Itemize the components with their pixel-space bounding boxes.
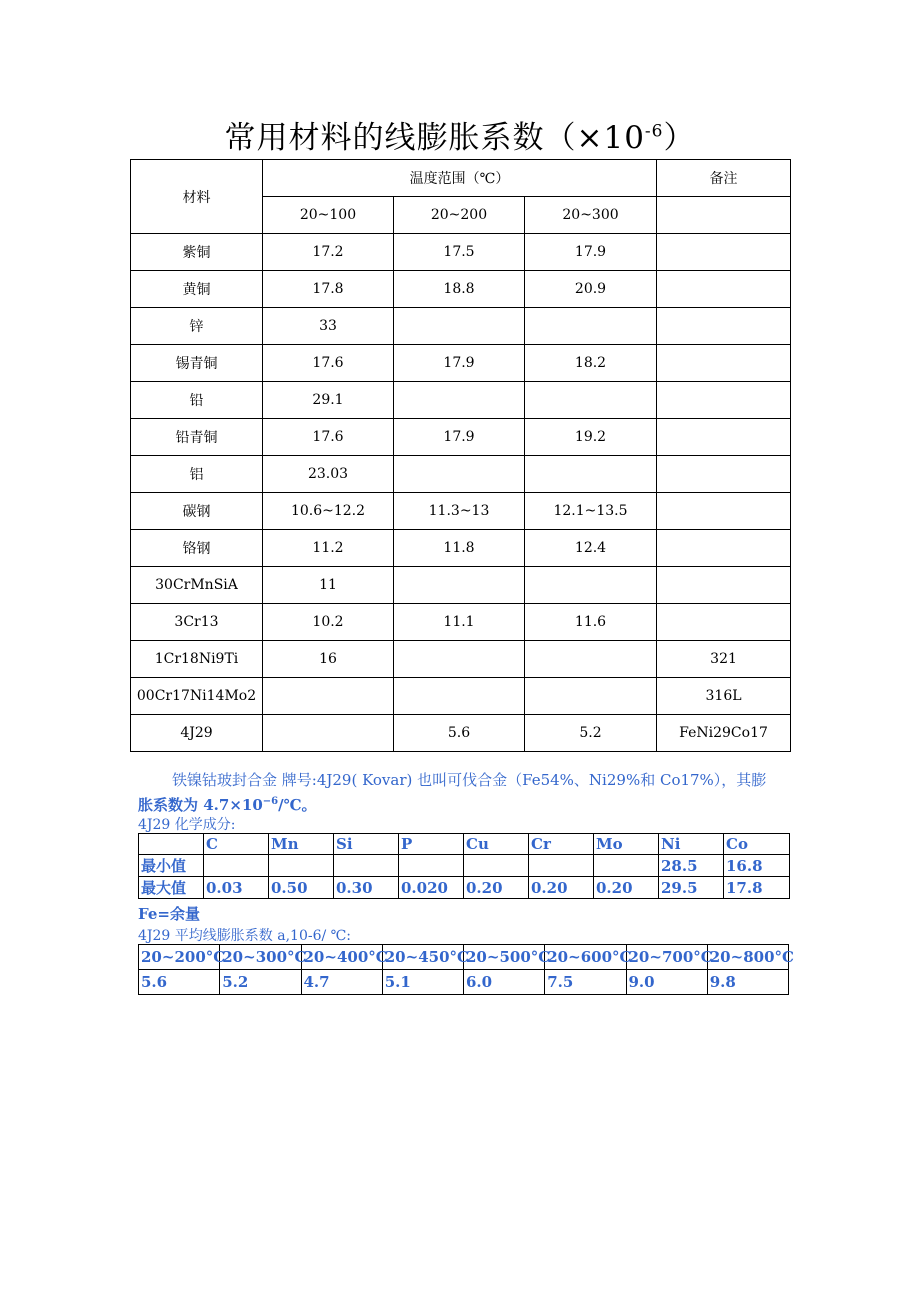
value-20-200: 11.3~13 xyxy=(394,493,525,530)
composition-value: 29.5 xyxy=(659,877,724,899)
material-name: 30CrMnSiA xyxy=(131,567,263,604)
value-20-200 xyxy=(394,382,525,419)
kovar-description: 铁镍钴玻封合金 牌号:4J29( Kovar) 也叫可伐合金（Fe54%、Ni29%和 Co17%），其膨 胀系数为 $4.7\times 10^{-6}/℃$。 xyxy=(138,771,767,814)
value-20-300: 11.6 xyxy=(525,604,657,641)
table-row xyxy=(131,567,791,604)
value-20-200: 11.1 xyxy=(394,604,525,641)
value-20-300 xyxy=(525,456,657,493)
value-20-100 xyxy=(263,678,394,715)
table-row xyxy=(131,271,791,308)
material-name: 紫铜 xyxy=(131,234,263,271)
value-20-100: 17.8 xyxy=(263,271,394,308)
note-cell xyxy=(657,308,791,345)
temperature-range-header: 20~500°C xyxy=(464,945,545,970)
composition-value xyxy=(594,855,659,877)
temperature-range-header: 20~800°C xyxy=(707,945,788,970)
value-20-200: 5.6 xyxy=(394,715,525,752)
value-20-100: 29.1 xyxy=(263,382,394,419)
element-header: Si xyxy=(334,834,399,855)
composition-value: 0.30 xyxy=(334,877,399,899)
composition-row xyxy=(139,877,790,899)
note-cell xyxy=(657,604,791,641)
expansion-label: 4J29 平均线膨胀系数 a,10-6/ ℃: xyxy=(138,928,352,944)
table-row xyxy=(131,382,791,419)
average-expansion-table xyxy=(138,944,794,995)
value-20-100: 10.2 xyxy=(263,604,394,641)
value-20-100: 23.03 xyxy=(263,456,394,493)
composition-value: 0.020 xyxy=(399,877,464,899)
value-20-100 xyxy=(263,715,394,752)
expansion-value: 5.1 xyxy=(382,970,463,995)
composition-label: 4J29 化学成分: xyxy=(138,817,236,833)
composition-value xyxy=(269,855,334,877)
value-20-200 xyxy=(394,567,525,604)
material-name: 锌 xyxy=(131,308,263,345)
temperature-range-header: 20~300°C xyxy=(220,945,301,970)
composition-value xyxy=(464,855,529,877)
balance-note: Fe=余量 xyxy=(138,905,200,923)
table-row xyxy=(131,308,791,345)
table-row xyxy=(131,234,791,271)
composition-value xyxy=(334,855,399,877)
range-header: 20~100 xyxy=(263,197,394,234)
element-header: Mo xyxy=(594,834,659,855)
table-row xyxy=(131,604,791,641)
value-20-300: 12.4 xyxy=(525,530,657,567)
composition-row xyxy=(139,855,790,877)
note-header: 备注 xyxy=(657,160,791,197)
value-20-200 xyxy=(394,641,525,678)
element-header: Ni xyxy=(659,834,724,855)
temperature-range-header: 20~200°C xyxy=(139,945,220,970)
value-20-100: 17.6 xyxy=(263,419,394,456)
composition-value: 0.50 xyxy=(269,877,334,899)
table-row xyxy=(131,493,791,530)
element-header: P xyxy=(399,834,464,855)
value-20-200: 17.9 xyxy=(394,345,525,382)
composition-value: 16.8 xyxy=(724,855,790,877)
material-header: 材料 xyxy=(131,160,263,234)
note-subheader xyxy=(657,197,791,234)
value-20-100: 17.6 xyxy=(263,345,394,382)
note-cell xyxy=(657,345,791,382)
value-20-200: 11.8 xyxy=(394,530,525,567)
material-name: 碳钢 xyxy=(131,493,263,530)
table-row xyxy=(131,419,791,456)
value-20-100: 33 xyxy=(263,308,394,345)
value-20-200 xyxy=(394,678,525,715)
element-header: Cu xyxy=(464,834,529,855)
material-name: 3Cr13 xyxy=(131,604,263,641)
expansion-value: 9.0 xyxy=(626,970,707,995)
value-20-300: 18.2 xyxy=(525,345,657,382)
note-cell xyxy=(657,234,791,271)
value-20-200: 17.5 xyxy=(394,234,525,271)
temperature-range-header: 20~450°C xyxy=(382,945,463,970)
temperature-range-header: 20~400°C xyxy=(301,945,382,970)
composition-value: 0.20 xyxy=(529,877,594,899)
value-20-300 xyxy=(525,678,657,715)
expansion-coefficient-table xyxy=(130,159,791,752)
material-name: 黄铜 xyxy=(131,271,263,308)
material-name: 铅 xyxy=(131,382,263,419)
note-cell xyxy=(657,271,791,308)
composition-value: 28.5 xyxy=(659,855,724,877)
value-20-100: 10.6~12.2 xyxy=(263,493,394,530)
table-row xyxy=(131,678,791,715)
table-row xyxy=(131,641,791,678)
expansion-value: 5.2 xyxy=(220,970,301,995)
value-20-100: 17.2 xyxy=(263,234,394,271)
temperature-range-header: 温度范围（℃） xyxy=(263,160,657,197)
value-20-200: 18.8 xyxy=(394,271,525,308)
table-header-row xyxy=(131,160,791,197)
material-name: 铬钢 xyxy=(131,530,263,567)
range-header: 20~300 xyxy=(525,197,657,234)
element-header xyxy=(139,834,204,855)
composition-table xyxy=(138,833,790,899)
value-20-300: 12.1~13.5 xyxy=(525,493,657,530)
material-name: 锡青铜 xyxy=(131,345,263,382)
composition-value: 0.20 xyxy=(594,877,659,899)
composition-value xyxy=(399,855,464,877)
value-20-300 xyxy=(525,308,657,345)
composition-value xyxy=(204,855,269,877)
note-cell: 316L xyxy=(657,678,791,715)
page-title: 常用材料的线膨胀系数$(\times 10^{-6})$ xyxy=(224,120,696,156)
expansion-value-row xyxy=(139,970,789,995)
expansion-value: 5.6 xyxy=(139,970,220,995)
value-20-300: 5.2 xyxy=(525,715,657,752)
range-header: 20~200 xyxy=(394,197,525,234)
table-row xyxy=(131,715,791,752)
composition-value: 0.03 xyxy=(204,877,269,899)
material-name: 铝 xyxy=(131,456,263,493)
expansion-value: 7.5 xyxy=(545,970,626,995)
note-cell: FeNi29Co17 xyxy=(657,715,791,752)
value-20-200 xyxy=(394,308,525,345)
note-cell xyxy=(657,456,791,493)
row-label: 最小值 xyxy=(139,855,204,877)
material-name: 4J29 xyxy=(131,715,263,752)
material-name: 1Cr18Ni9Ti xyxy=(131,641,263,678)
table-row xyxy=(131,530,791,567)
table-row xyxy=(131,456,791,493)
note-cell xyxy=(657,382,791,419)
note-cell xyxy=(657,419,791,456)
composition-value: 17.8 xyxy=(724,877,790,899)
expansion-header-row xyxy=(139,945,789,970)
expansion-value: 9.8 xyxy=(707,970,788,995)
material-name: 00Cr17Ni14Mo2 xyxy=(131,678,263,715)
row-label: 最大值 xyxy=(139,877,204,899)
note-cell xyxy=(657,567,791,604)
value-20-300 xyxy=(525,567,657,604)
table-row xyxy=(131,345,791,382)
expansion-value: 6.0 xyxy=(464,970,545,995)
element-header: Cr xyxy=(529,834,594,855)
value-20-300: 17.9 xyxy=(525,234,657,271)
element-header: Co xyxy=(724,834,790,855)
value-20-200 xyxy=(394,456,525,493)
element-header: Mn xyxy=(269,834,334,855)
expansion-value: 4.7 xyxy=(301,970,382,995)
temperature-range-header: 20~600°C xyxy=(545,945,626,970)
note-cell xyxy=(657,493,791,530)
value-20-300 xyxy=(525,382,657,419)
composition-header-row xyxy=(139,834,790,855)
material-name: 铅青铜 xyxy=(131,419,263,456)
value-20-100: 11.2 xyxy=(263,530,394,567)
composition-value: 0.20 xyxy=(464,877,529,899)
value-20-100: 11 xyxy=(263,567,394,604)
composition-value xyxy=(529,855,594,877)
temperature-range-header: 20~700°C xyxy=(626,945,707,970)
value-20-100: 16 xyxy=(263,641,394,678)
note-cell: 321 xyxy=(657,641,791,678)
value-20-300: 19.2 xyxy=(525,419,657,456)
value-20-200: 17.9 xyxy=(394,419,525,456)
value-20-300 xyxy=(525,641,657,678)
note-cell xyxy=(657,530,791,567)
value-20-300: 20.9 xyxy=(525,271,657,308)
element-header: C xyxy=(204,834,269,855)
